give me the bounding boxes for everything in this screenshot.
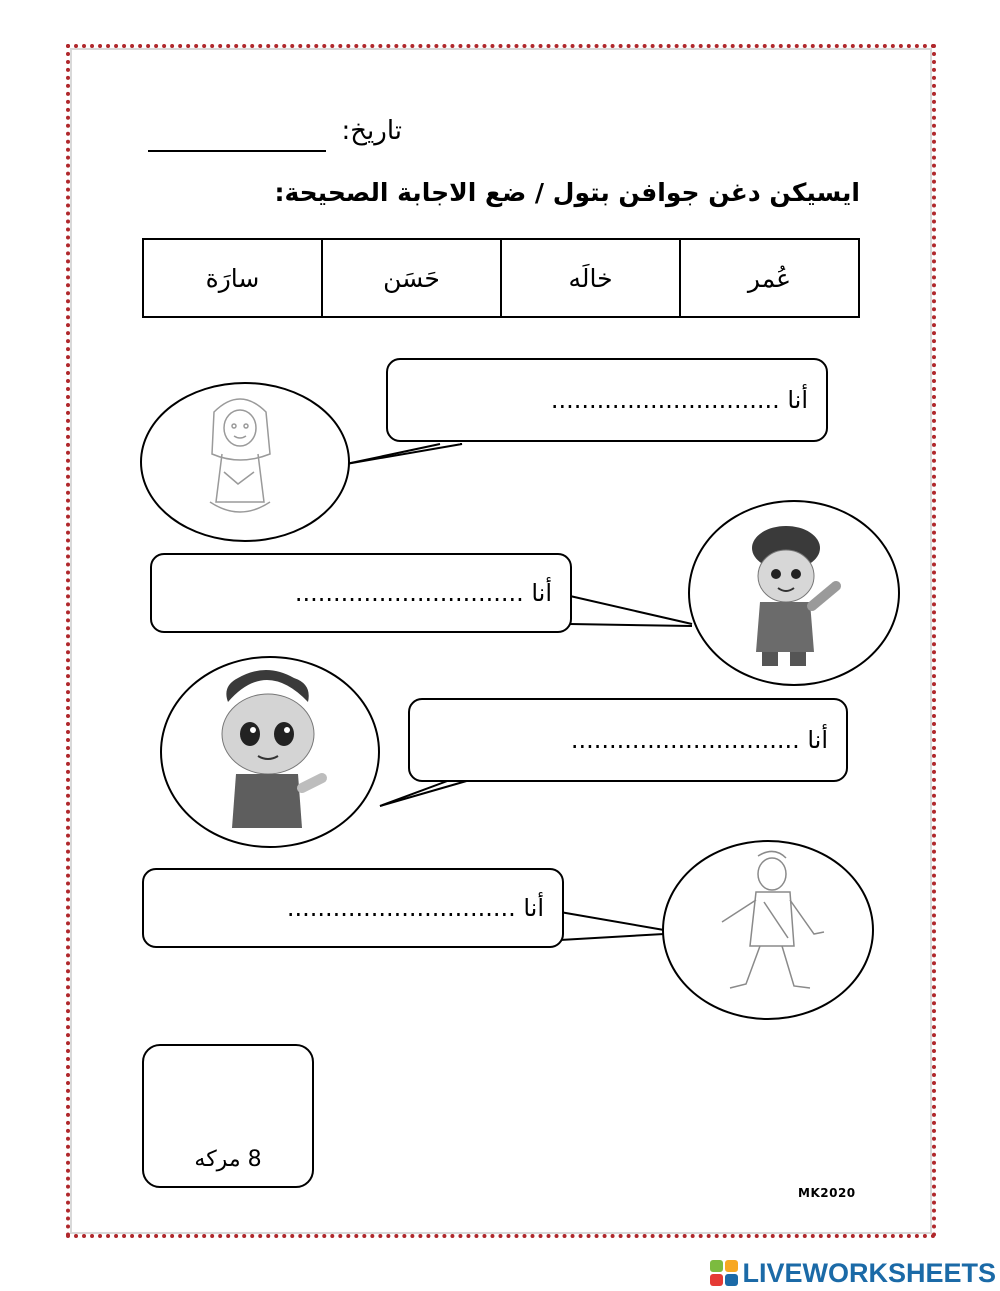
girl-sketch-icon [142, 384, 347, 539]
picture-circle-4 [662, 840, 874, 1020]
picture-circle-2 [688, 500, 900, 686]
answer-bubble-3[interactable] [408, 698, 848, 782]
name-option[interactable]: حَسَن [322, 239, 501, 317]
answer-bubble-2[interactable] [150, 553, 572, 633]
boy-walking-sketch-icon [664, 842, 872, 1018]
picture-circle-1 [140, 382, 350, 542]
score-box [142, 1044, 314, 1188]
boy-waving-icon [690, 502, 898, 684]
answer-bubble-4[interactable] [142, 868, 564, 948]
date-label: تاريخ: [341, 116, 402, 146]
name-option[interactable]: خالَه [501, 239, 680, 317]
worksheet-code: MK2020 [798, 1186, 856, 1200]
answer-prompt[interactable]: أنا .............................. [550, 386, 808, 414]
answer-prompt[interactable]: أنا .............................. [294, 579, 552, 607]
answer-bubble-1[interactable] [386, 358, 828, 442]
instruction-text: ايسيكن دغن جوافن بتول / ضع الاجابة الصحيحة: [274, 178, 860, 207]
name-option[interactable]: عُمر [680, 239, 859, 317]
picture-circle-3 [160, 656, 380, 848]
brand-name: LIVEWORKSHEETS [742, 1257, 996, 1288]
child-cartoon-icon [162, 658, 378, 846]
score-label: 8 مركه [194, 1147, 262, 1172]
liveworksheets-logo-icon [710, 1260, 738, 1286]
answer-prompt[interactable]: أنا .............................. [286, 894, 544, 922]
liveworksheets-brand[interactable] [710, 1258, 996, 1288]
name-option[interactable]: سارَة [143, 239, 322, 317]
answer-prompt[interactable]: أنا .............................. [570, 726, 828, 754]
